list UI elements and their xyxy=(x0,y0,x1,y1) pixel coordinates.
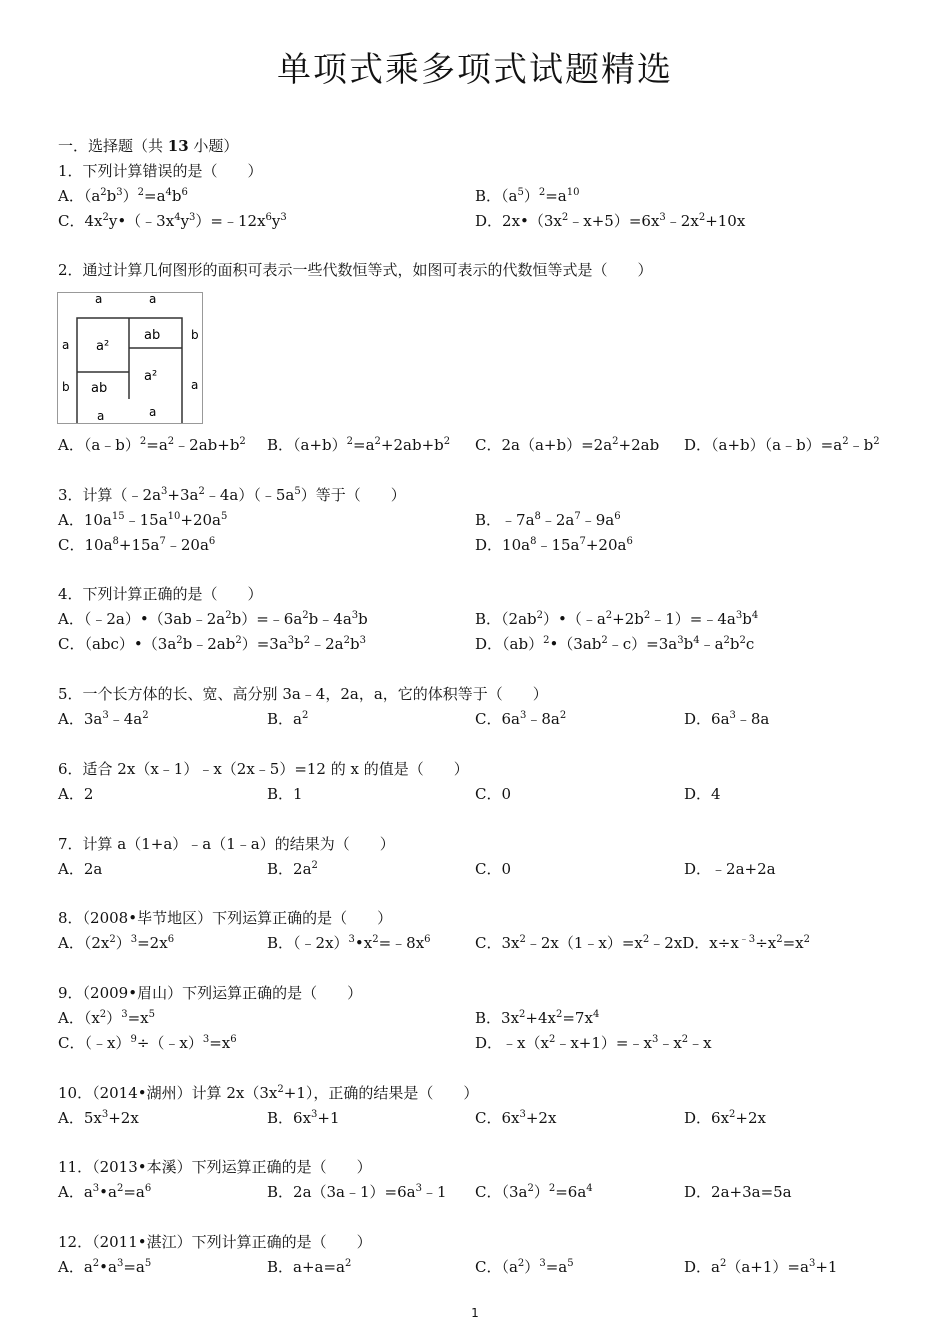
option-b[interactable]: B．$﹣7a^8﹣2a^7﹣9a^6$ xyxy=(475,511,621,529)
page-number: 1 xyxy=(471,1306,479,1320)
option-b[interactable]: B．$6x^3+1$ xyxy=(267,1109,340,1127)
option-c[interactable]: C．$(a^2)^3=a^5$ xyxy=(475,1258,574,1276)
option-a[interactable]: A．$(a﹣b)^2=a^2﹣2ab+b^2$ xyxy=(58,436,246,454)
cell-a-squared: a² xyxy=(144,369,158,384)
question-12 xyxy=(58,1230,898,1280)
option-b[interactable]: B．$(a^5)^2=a^{10}$ xyxy=(475,187,580,205)
option-d[interactable]: D．$﹣x(x^2﹣x+1)=﹣x^3﹣x^2﹣x$ xyxy=(475,1034,712,1052)
option-b[interactable]: B．$(a+b)^2=a^2+2ab+b^2$ xyxy=(267,436,451,454)
question-stem: 6．适合 2x（x﹣1）﹣x（2x﹣5）=12 的 x 的值是（ ） xyxy=(58,760,469,778)
option-b[interactable]: B．1 xyxy=(267,785,303,803)
option-b[interactable]: B．$3x^2+4x^2=7x^4$ xyxy=(475,1009,600,1027)
question-2 xyxy=(58,258,653,283)
question-11 xyxy=(58,1155,898,1205)
option-c-d[interactable]: C．$3x^2﹣2x(1﹣x)=x^2﹣2xD$．$x\div x^{﹣3}\div x^2=x^2$ xyxy=(475,934,810,952)
option-b[interactable]: B．$a+a=a^2$ xyxy=(267,1258,352,1276)
option-a[interactable]: A．$a^2•a^3=a^5$ xyxy=(58,1258,152,1276)
question-stem: 2．通过计算几何图形的面积可表示一些代数恒等式，如图可表示的代数恒等式是（ ） xyxy=(58,261,653,279)
option-c[interactable]: C．$2a(a+b)=2a^2+2ab$ xyxy=(475,436,660,454)
option-d[interactable]: D．2a+3a=5a xyxy=(684,1183,792,1201)
option-d[interactable]: D．$10a^8﹣15a^7+20a^6$ xyxy=(475,536,633,554)
question-stem: 3．计算$(﹣2a^3+3a^2﹣4a)(﹣5a^5)$等于（ ） xyxy=(58,486,406,504)
option-d[interactable]: D．﹣2a+2a xyxy=(684,860,776,878)
option-c[interactable]: C．$6a^3﹣8a^2$ xyxy=(475,710,567,728)
option-a[interactable]: A．2a xyxy=(58,860,103,878)
label-left-a: a xyxy=(62,338,70,352)
section-heading: 一．选择题（共 13 小题） xyxy=(58,137,239,155)
document-title: 单项式乘多项式试题精选 xyxy=(277,50,673,90)
option-d[interactable]: D．$6a^3﹣8a$ xyxy=(684,710,770,728)
option-d[interactable]: D．$2x•(3x^2﹣x+5)=6x^3﹣2x^2+10x$ xyxy=(475,212,746,230)
option-c[interactable]: C．$(abc)•(3a^2b﹣2ab^2)=3a^3b^2﹣2a^2b^3$ xyxy=(58,635,366,653)
option-c[interactable]: C．$(﹣x)^9\div(﹣x)^3=x^6$ xyxy=(58,1034,237,1052)
area-diagram xyxy=(57,292,203,424)
option-b[interactable]: B．$2a^2$ xyxy=(267,860,318,878)
option-d[interactable]: D．$(a+b)(a﹣b)=a^2﹣b^2$ xyxy=(684,436,880,454)
option-c[interactable]: C．$(3a^2)^2=6a^4$ xyxy=(475,1183,593,1201)
option-a[interactable]: A．2 xyxy=(58,785,94,803)
option-a[interactable]: A．$(﹣2a)•(3ab﹣2a^2b)=﹣6a^2b﹣4a^3b$ xyxy=(58,610,368,628)
question-3 xyxy=(58,483,898,558)
option-d[interactable]: D．$6x^2+2x$ xyxy=(684,1109,766,1127)
option-a[interactable]: A．$10a^{15}﹣15a^{10}+20a^5$ xyxy=(58,511,228,529)
question-stem: 4．下列计算正确的是（ ） xyxy=(58,585,263,603)
question-6 xyxy=(58,757,898,807)
question-stem: 12．（2011•湛江）下列计算正确的是（ ） xyxy=(58,1233,372,1251)
cell-a-squared: a² xyxy=(96,339,110,354)
option-d[interactable]: D．$(ab)^2•(3ab^2﹣c)=3a^3b^4﹣a^2b^2c$ xyxy=(475,635,755,653)
label-top-a: a xyxy=(149,293,157,306)
option-a[interactable]: A．$(a^2b^3)^2=a^4b^6$ xyxy=(58,187,188,205)
option-b[interactable]: B．$(﹣2x)^3•x^2=﹣8x^6$ xyxy=(267,934,431,952)
question-2-options xyxy=(58,433,898,458)
question-stem: 1．下列计算错误的是（ ） xyxy=(58,162,263,180)
question-7 xyxy=(58,832,898,882)
option-a[interactable]: A．$(2x^2)^3=2x^6$ xyxy=(58,934,175,952)
question-5 xyxy=(58,682,898,732)
question-stem: 5．一个长方体的长、宽、高分别 3a﹣4，2a，a，它的体积等于（ ） xyxy=(58,685,548,703)
question-stem: 8．（2008•毕节地区）下列运算正确的是（ ） xyxy=(58,909,393,927)
question-stem: 9．（2009•眉山）下列运算正确的是（ ） xyxy=(58,984,363,1002)
label-right-a: a xyxy=(191,378,199,392)
cell-ab: ab xyxy=(91,381,108,396)
question-stem: 11．（2013•本溪）下列运算正确的是（ ） xyxy=(58,1158,372,1176)
cell-ab: ab xyxy=(144,328,161,343)
option-d[interactable]: D．4 xyxy=(684,785,721,803)
option-c[interactable]: C．0 xyxy=(475,860,512,878)
label-bottom-a: a xyxy=(97,409,105,423)
option-c[interactable]: C．$4x^2y•(﹣3x^4y^3)=﹣12x^6y^3$ xyxy=(58,212,287,230)
option-c[interactable]: C．$10a^8+15a^7﹣20a^6$ xyxy=(58,536,216,554)
question-10 xyxy=(58,1081,898,1131)
label-left-b: b xyxy=(62,380,70,394)
label-top-a: a xyxy=(95,293,103,306)
question-1 xyxy=(58,159,898,234)
question-9 xyxy=(58,981,898,1056)
option-c[interactable]: C．0 xyxy=(475,785,512,803)
option-a[interactable]: A．$(x^2)^3=x^5$ xyxy=(58,1009,155,1027)
option-a[interactable]: A．$a^3•a^2=a^6$ xyxy=(58,1183,152,1201)
option-b[interactable]: B．$2a(3a﹣1)=6a^3﹣1$ xyxy=(267,1183,447,1201)
question-8 xyxy=(58,906,898,956)
option-c[interactable]: C．$6x^3+2x$ xyxy=(475,1109,557,1127)
option-b[interactable]: B．$a^2$ xyxy=(267,710,309,728)
label-bottom-a: a xyxy=(149,405,157,419)
question-stem: 7．计算 a（1+a）﹣a（1﹣a）的结果为（ ） xyxy=(58,835,395,853)
area-diagram-svg xyxy=(58,293,202,423)
option-b[interactable]: B．$(2ab^2)•(﹣a^2+2b^2﹣1)=﹣4a^3b^4$ xyxy=(475,610,759,628)
option-a[interactable]: A．$5x^3+2x$ xyxy=(58,1109,139,1127)
question-4 xyxy=(58,582,898,657)
label-right-b: b xyxy=(191,328,199,342)
question-stem: 10．（2014•湖州）计算 $2x(3x^2+1)$，正确的结果是（ ） xyxy=(58,1084,479,1102)
option-d[interactable]: D．$a^2(a+1)=a^3+1$ xyxy=(684,1258,838,1276)
option-a[interactable]: A．$3a^3﹣4a^2$ xyxy=(58,710,149,728)
